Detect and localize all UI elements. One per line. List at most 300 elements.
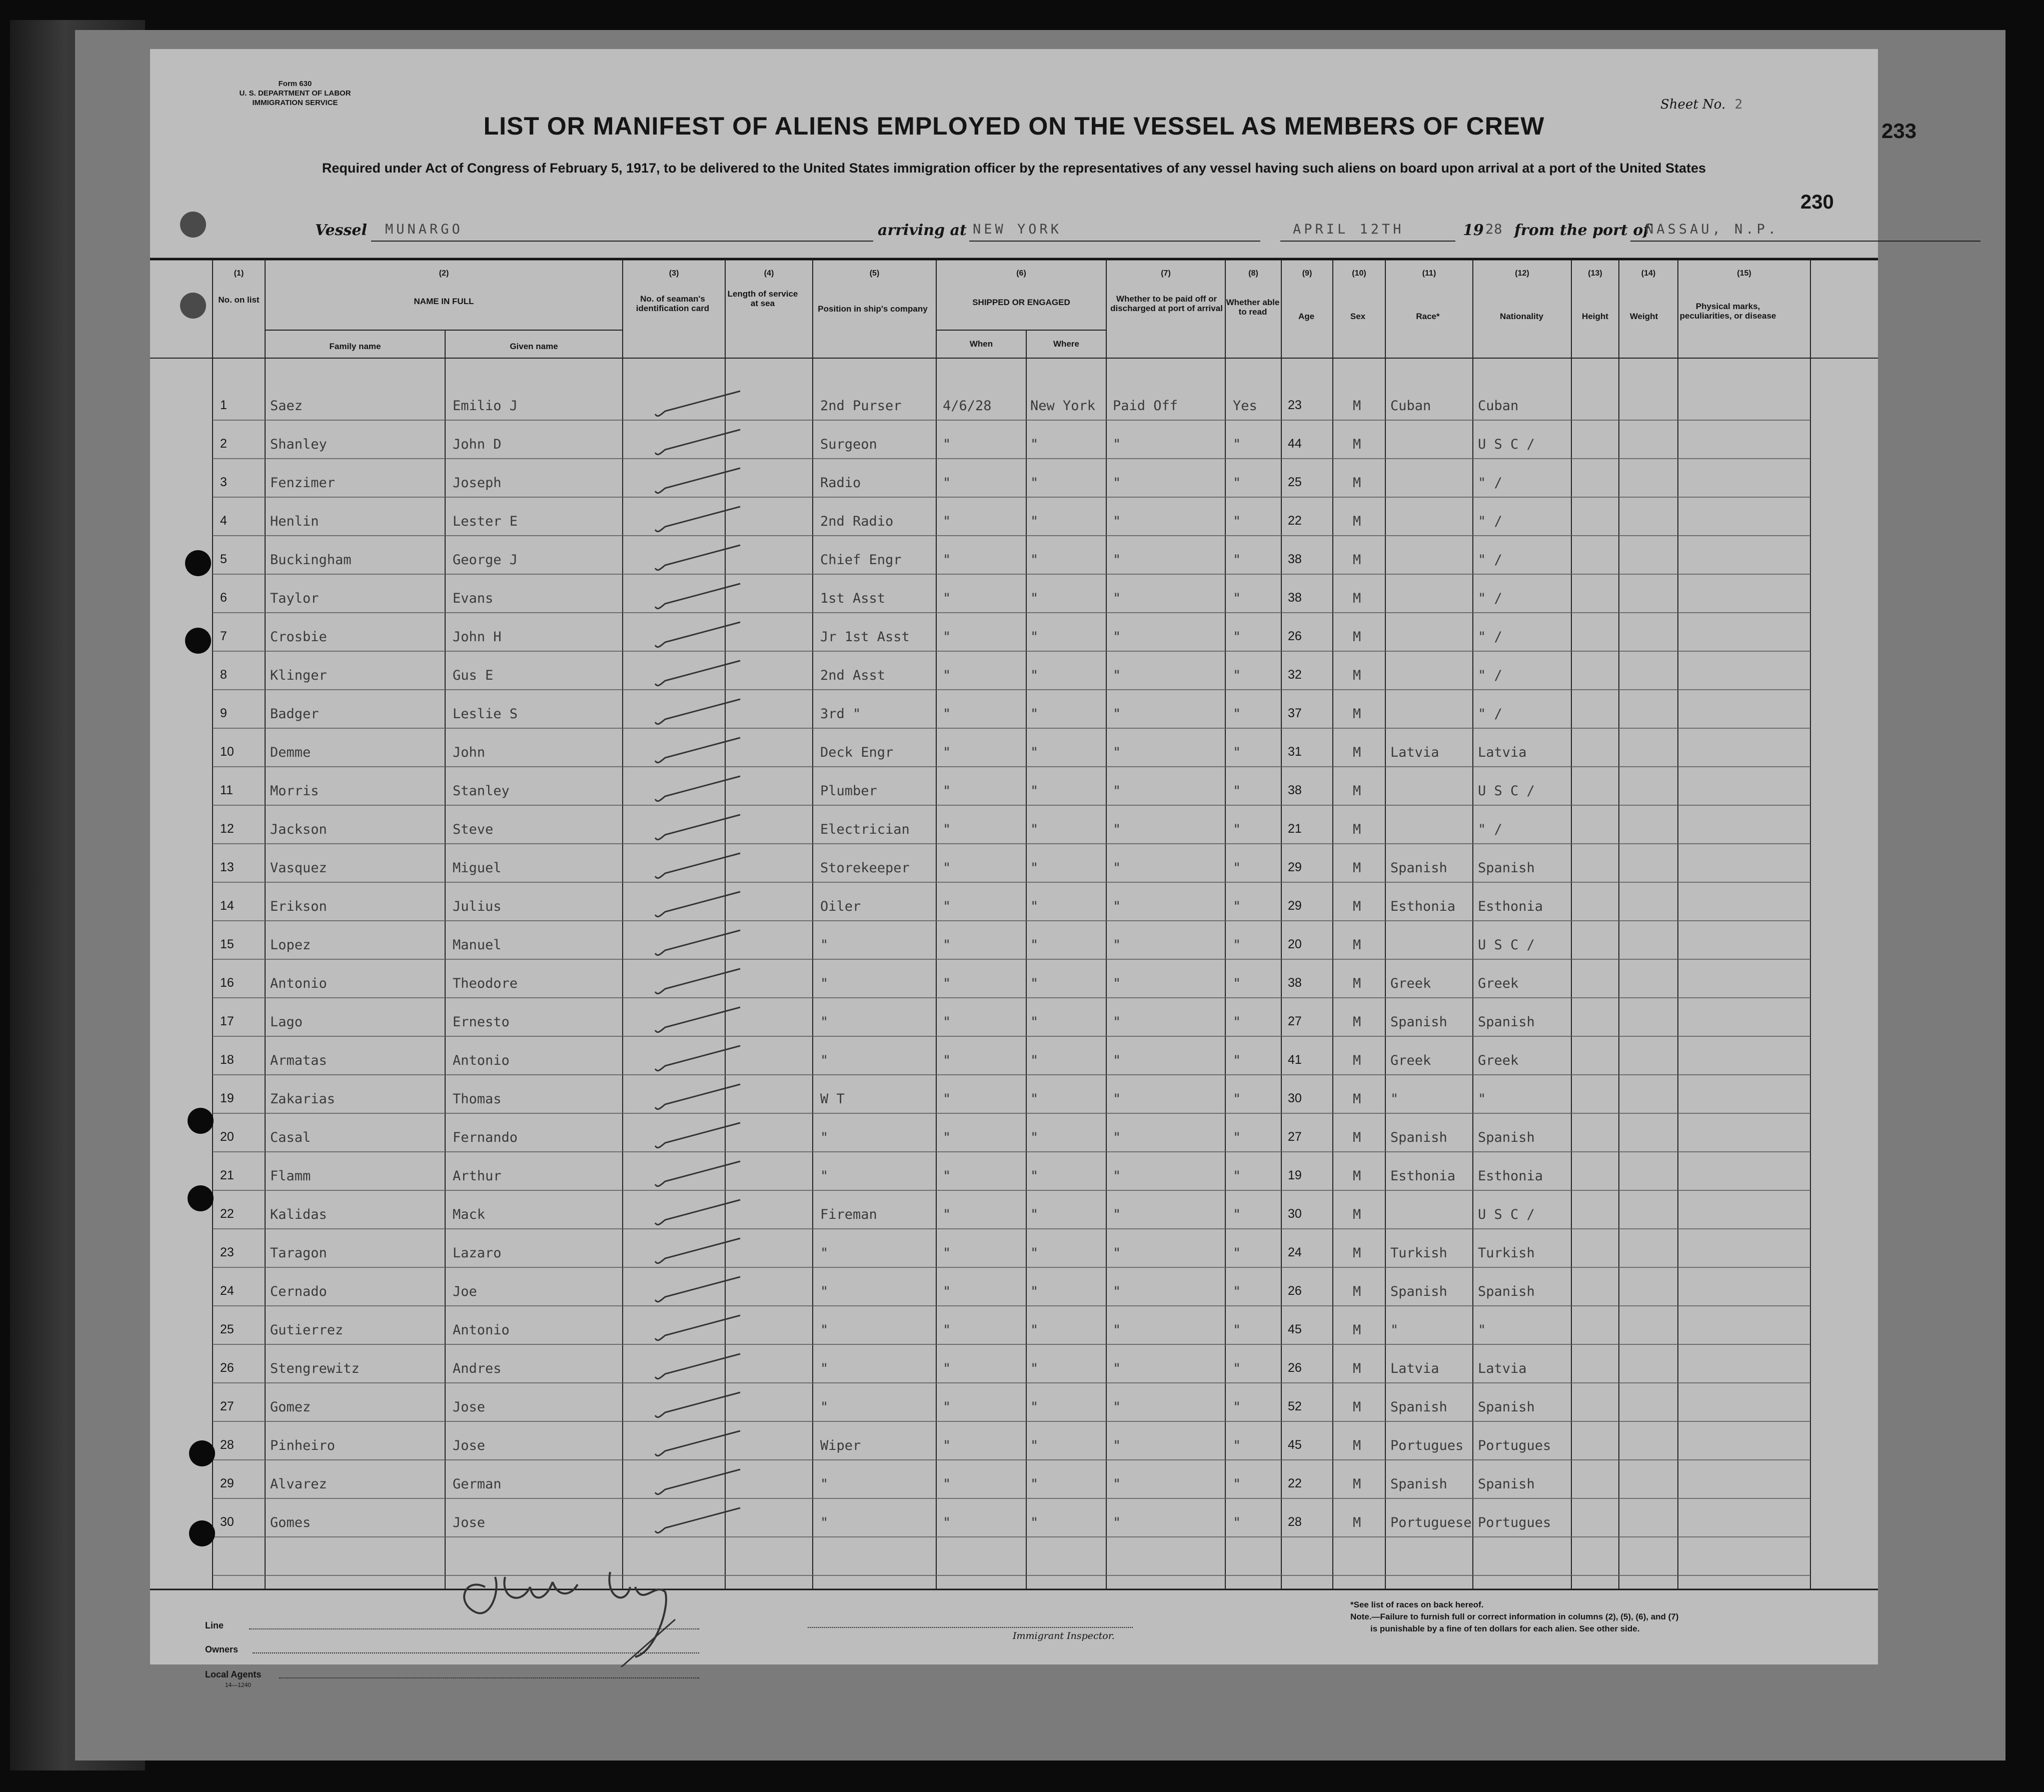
sex: M [1353, 398, 1361, 414]
check-mark-icon [650, 1159, 750, 1189]
paid-off: " [1113, 552, 1121, 568]
able-to-read: " [1233, 475, 1241, 491]
able-to-read: " [1233, 706, 1241, 722]
check-mark-icon [650, 890, 750, 920]
nationality: Cuban [1478, 398, 1519, 414]
position: " [820, 1361, 829, 1376]
sex: M [1353, 1053, 1361, 1068]
paid-off: " [1113, 783, 1121, 799]
sex: M [1353, 1399, 1361, 1415]
shipped-where: " [1030, 860, 1039, 876]
race: Esthonia [1390, 899, 1456, 914]
crew-no: 1 [220, 398, 227, 412]
able-to-read: " [1233, 1515, 1241, 1530]
header-id-card: No. of seaman's identification card [636, 294, 710, 313]
department-name: U. S. DEPARTMENT OF LABOR [239, 89, 351, 98]
shipped-where: " [1030, 475, 1039, 491]
header-race: Race* [1416, 312, 1440, 321]
crew-no: 10 [220, 745, 234, 759]
race: Spanish [1390, 1399, 1447, 1415]
nationality: Latvia [1478, 745, 1527, 760]
family-name: Demme [270, 745, 311, 760]
given-name: John D [453, 437, 502, 452]
header-sex: Sex [1350, 312, 1366, 321]
given-name: Miguel [453, 860, 502, 876]
nationality: Portugues [1478, 1438, 1551, 1453]
paid-off: " [1113, 1245, 1121, 1261]
paid-off: " [1113, 1168, 1121, 1184]
nationality: " / [1478, 668, 1502, 683]
crew-row [150, 884, 1878, 922]
shipped-when: " [943, 706, 951, 722]
column-number-label: (11) [1422, 269, 1436, 278]
crew-row [150, 614, 1878, 653]
note-penalty-line2: is punishable by a fine of ten dollars for each alien. See other side. [1370, 1624, 1640, 1633]
family-name: Crosbie [270, 629, 327, 645]
nationality: Greek [1478, 1053, 1519, 1068]
header-given-name: Given name [510, 342, 558, 351]
nationality: " / [1478, 591, 1502, 606]
crew-row [150, 1500, 1878, 1538]
page-stamp-number: 230 [1800, 191, 1834, 213]
position: " [820, 1168, 829, 1184]
position: " [820, 1284, 829, 1299]
shipped-when: " [943, 1515, 951, 1530]
shipped-when: " [943, 591, 951, 606]
race: Turkish [1390, 1245, 1447, 1261]
shipped-where: " [1030, 706, 1039, 722]
sex: M [1353, 899, 1361, 914]
paid-off: " [1113, 514, 1121, 529]
age: 26 [1288, 1361, 1302, 1375]
nationality: Spanish [1478, 1476, 1535, 1492]
shipped-where: " [1030, 1515, 1039, 1530]
shipped-where: New York [1030, 398, 1096, 414]
shipped-where: " [1030, 1399, 1039, 1415]
family-name: Zakarias [270, 1091, 336, 1107]
check-mark-icon [650, 1005, 750, 1035]
check-mark-icon [650, 620, 750, 650]
sex: M [1353, 1168, 1361, 1184]
crew-no: 29 [220, 1476, 234, 1490]
check-mark-icon [650, 736, 750, 766]
family-name: Badger [270, 706, 319, 722]
able-to-read: " [1233, 899, 1241, 914]
shipped-where: " [1030, 976, 1039, 991]
crew-row [150, 1115, 1878, 1153]
shipped-when: " [943, 668, 951, 683]
given-name: Jose [453, 1399, 486, 1415]
sex: M [1353, 1207, 1361, 1222]
arriving-port: NEW YORK [973, 222, 1062, 237]
position: " [820, 1476, 829, 1492]
position: 1st Asst [820, 591, 886, 606]
given-name: Emilio J [453, 398, 518, 414]
position: 2nd Asst [820, 668, 886, 683]
punch-hole [189, 1520, 215, 1546]
race: Latvia [1390, 1361, 1439, 1376]
sex: M [1353, 591, 1361, 606]
header-able-read: Whether able to read [1226, 298, 1280, 317]
shipped-when: 4/6/28 [943, 398, 992, 414]
sex: M [1353, 745, 1361, 760]
family-name: Armatas [270, 1053, 327, 1068]
shipped-when: " [943, 1284, 951, 1299]
age: 32 [1288, 668, 1302, 682]
header-family-name: Family name [329, 342, 381, 351]
crew-row [150, 730, 1878, 768]
check-mark-icon [650, 1121, 750, 1151]
position: 2nd Purser [820, 398, 902, 414]
sex: M [1353, 1476, 1361, 1492]
shipped-when: " [943, 552, 951, 568]
shipped-when: " [943, 1399, 951, 1415]
check-mark-icon [650, 774, 750, 804]
position: Deck Engr [820, 745, 894, 760]
paid-off: " [1113, 1284, 1121, 1299]
shipped-when: " [943, 437, 951, 452]
nationality: " / [1478, 552, 1502, 568]
nationality: " / [1478, 822, 1502, 837]
nationality: Portugues [1478, 1515, 1551, 1530]
given-name: Antonio [453, 1322, 510, 1338]
paid-off: " [1113, 1515, 1121, 1530]
sex: M [1353, 822, 1361, 837]
from-port-label: from the port of [1514, 222, 1650, 239]
nationality: Latvia [1478, 1361, 1527, 1376]
paid-off: " [1113, 1053, 1121, 1068]
sex: M [1353, 668, 1361, 683]
check-mark-icon [650, 1467, 750, 1497]
crew-row [150, 807, 1878, 845]
crew-row [150, 1076, 1878, 1115]
position: " [820, 1399, 829, 1415]
sex: M [1353, 552, 1361, 568]
given-name: Manuel [453, 937, 502, 953]
check-mark-icon [650, 1198, 750, 1228]
check-mark-icon [650, 697, 750, 727]
crew-no: 5 [220, 552, 227, 566]
able-to-read: " [1233, 1168, 1241, 1184]
race: " [1390, 1322, 1399, 1338]
age: 45 [1288, 1322, 1302, 1336]
column-number-label: (7) [1161, 269, 1171, 278]
given-name: German [453, 1476, 502, 1492]
paid-off: " [1113, 1399, 1121, 1415]
family-name: Jackson [270, 822, 327, 837]
race: Latvia [1390, 745, 1439, 760]
age: 38 [1288, 552, 1302, 566]
position: Radio [820, 475, 861, 491]
crew-no: 17 [220, 1014, 234, 1028]
punch-hole [189, 1440, 215, 1466]
position: Oiler [820, 899, 861, 914]
paid-off: " [1113, 1130, 1121, 1145]
check-mark-icon [650, 1236, 750, 1266]
age: 20 [1288, 937, 1302, 951]
given-name: John H [453, 629, 502, 645]
able-to-read: " [1233, 783, 1241, 799]
race: Portuguese [1390, 1515, 1472, 1530]
paid-off: " [1113, 937, 1121, 953]
paid-off: " [1113, 437, 1121, 452]
header-weight: Weight [1629, 312, 1658, 321]
crew-no: 20 [220, 1130, 234, 1144]
crew-no: 11 [220, 783, 233, 797]
race: Portugues [1390, 1438, 1464, 1453]
family-name: Taylor [270, 591, 319, 606]
family-name: Lopez [270, 937, 311, 953]
position: Plumber [820, 783, 877, 799]
nationality: " / [1478, 629, 1502, 645]
crew-row [150, 1153, 1878, 1192]
given-name: Steve [453, 822, 494, 837]
crew-no: 26 [220, 1361, 234, 1375]
age: 19 [1288, 1168, 1302, 1182]
able-to-read: " [1233, 860, 1241, 876]
given-name: Stanley [453, 783, 510, 799]
header-physical: Physical marks, peculiarities, or disease [1679, 302, 1776, 321]
year-suffix: 28 [1485, 222, 1503, 237]
race: Spanish [1390, 1476, 1447, 1492]
nationality: " [1478, 1091, 1486, 1107]
crew-row [150, 1192, 1878, 1230]
check-mark-icon [650, 1044, 750, 1074]
check-mark-icon [650, 389, 750, 419]
sex: M [1353, 976, 1361, 991]
check-mark-icon [650, 1275, 750, 1305]
manifest-sheet [150, 49, 1917, 1688]
able-to-read: " [1233, 1091, 1241, 1107]
given-name: Arthur [453, 1168, 502, 1184]
given-name: Gus E [453, 668, 494, 683]
able-to-read: " [1233, 976, 1241, 991]
family-name: Stengrewitz [270, 1361, 360, 1376]
family-name: Fenzimer [270, 475, 336, 491]
age: 29 [1288, 899, 1302, 913]
crew-no: 30 [220, 1515, 234, 1529]
given-name: John [453, 745, 486, 760]
punch-hole [185, 550, 211, 576]
check-mark-icon [650, 428, 750, 458]
family-name: Saez [270, 398, 303, 414]
able-to-read: " [1233, 629, 1241, 645]
crew-row [150, 1346, 1878, 1384]
able-to-read: " [1233, 1476, 1241, 1492]
document-subtitle: Required under Act of Congress of February 5, 1917, to be delivered to the United States immigration officer by the representatives of any vessel having such aliens on board upon arrival at a port of the United States [322, 161, 1706, 176]
crew-no: 23 [220, 1245, 234, 1259]
paid-off: " [1113, 1091, 1121, 1107]
age: 26 [1288, 629, 1302, 643]
paid-off: " [1113, 591, 1121, 606]
shipped-when: " [943, 629, 951, 645]
column-number-label: (2) [439, 269, 449, 278]
family-name: Antonio [270, 976, 327, 991]
shipped-where: " [1030, 1322, 1039, 1338]
given-name: Theodore [453, 976, 518, 991]
nationality: Spanish [1478, 1399, 1535, 1415]
crew-no: 27 [220, 1399, 234, 1413]
shipped-when: " [943, 1361, 951, 1376]
paid-off: " [1113, 629, 1121, 645]
shipped-where: " [1030, 899, 1039, 914]
shipped-where: " [1030, 552, 1039, 568]
age: 31 [1288, 745, 1302, 759]
nationality: Spanish [1478, 1284, 1535, 1299]
nationality: Turkish [1478, 1245, 1535, 1261]
nationality: " / [1478, 706, 1502, 722]
column-number-label: (9) [1302, 269, 1312, 278]
footer-line-label: Line [205, 1620, 224, 1630]
crew-row [150, 1461, 1878, 1500]
family-name: Pinheiro [270, 1438, 336, 1453]
given-name: Evans [453, 591, 494, 606]
nationality: " / [1478, 514, 1502, 529]
paid-off: " [1113, 475, 1121, 491]
race: Cuban [1390, 398, 1431, 414]
race: Esthonia [1390, 1168, 1456, 1184]
given-name: Joseph [453, 475, 502, 491]
paid-off: " [1113, 1476, 1121, 1492]
able-to-read: " [1233, 1322, 1241, 1338]
crew-row [150, 845, 1878, 884]
check-mark-icon [650, 967, 750, 997]
able-to-read: " [1233, 437, 1241, 452]
shipped-where: " [1030, 1284, 1039, 1299]
sex: M [1353, 1322, 1361, 1338]
crew-row [150, 537, 1878, 576]
given-name: Andres [453, 1361, 502, 1376]
nationality: U S C / [1478, 783, 1535, 799]
family-name: Klinger [270, 668, 327, 683]
column-number-label: (3) [669, 269, 679, 278]
able-to-read: " [1233, 1053, 1241, 1068]
crew-row [150, 922, 1878, 961]
footer-owners-label: Owners [205, 1644, 239, 1654]
family-name: Gutierrez [270, 1322, 344, 1338]
sex: M [1353, 1438, 1361, 1453]
crew-no: 25 [220, 1322, 234, 1336]
shipped-when: " [943, 514, 951, 529]
age: 29 [1288, 860, 1302, 874]
family-name: Flamm [270, 1168, 311, 1184]
sex: M [1353, 1091, 1361, 1107]
shipped-when: " [943, 1322, 951, 1338]
footer-agents-code: 14—1240 [225, 1681, 252, 1688]
check-mark-icon [650, 1313, 750, 1343]
given-name: Leslie S [453, 706, 518, 722]
check-mark-icon [650, 1429, 750, 1459]
punch-hole [188, 1108, 214, 1134]
family-name: Lago [270, 1014, 303, 1030]
shipped-where: " [1030, 591, 1039, 606]
sex: M [1353, 860, 1361, 876]
crew-row [150, 1423, 1878, 1461]
paid-off: " [1113, 706, 1121, 722]
able-to-read: " [1233, 552, 1241, 568]
able-to-read: " [1233, 1438, 1241, 1453]
able-to-read: " [1233, 1361, 1241, 1376]
header-when: When [969, 339, 993, 349]
shipped-where: " [1030, 1476, 1039, 1492]
position: " [820, 1130, 829, 1145]
note-penalty-line1: Note.—Failure to furnish full or correct information in columns (2), (5), (6), and (7) [1350, 1612, 1679, 1621]
check-mark-icon [650, 505, 750, 535]
given-name: Joe [453, 1284, 477, 1299]
shipped-where: " [1030, 629, 1039, 645]
family-name: Taragon [270, 1245, 327, 1261]
age: 38 [1288, 591, 1302, 605]
shipped-where: " [1030, 745, 1039, 760]
able-to-read: " [1233, 1207, 1241, 1222]
given-name: Ernesto [453, 1014, 510, 1030]
sex: M [1353, 937, 1361, 953]
paid-off: " [1113, 745, 1121, 760]
nationality: Esthonia [1478, 1168, 1543, 1184]
vessel-name: MUNARGO [385, 222, 463, 237]
crew-no: 3 [220, 475, 227, 489]
able-to-read: " [1233, 822, 1241, 837]
header-shipped: SHIPPED OR ENGAGED [972, 298, 1070, 307]
crew-row [150, 691, 1878, 730]
age: 38 [1288, 976, 1302, 990]
able-to-read: " [1233, 668, 1241, 683]
family-name: Erikson [270, 899, 327, 914]
crew-no: 8 [220, 668, 227, 682]
crew-row [150, 1269, 1878, 1307]
sex: M [1353, 629, 1361, 645]
able-to-read: " [1233, 937, 1241, 953]
sex: M [1353, 1130, 1361, 1145]
crew-row [150, 1384, 1878, 1423]
position: " [820, 1053, 829, 1068]
race: Greek [1390, 976, 1431, 991]
shipped-where: " [1030, 822, 1039, 837]
punch-hole [180, 293, 206, 319]
column-number-label: (14) [1641, 269, 1656, 278]
age: 25 [1288, 475, 1302, 489]
given-name: Fernando [453, 1130, 518, 1145]
paid-off: " [1113, 1322, 1121, 1338]
from-port: NASSAU, N.P. [1645, 222, 1779, 237]
crew-no: 2 [220, 437, 227, 451]
age: 24 [1288, 1245, 1302, 1259]
sex: M [1353, 1361, 1361, 1376]
able-to-read: " [1233, 1245, 1241, 1261]
paid-off: " [1113, 1014, 1121, 1030]
arriving-label: arriving at [878, 222, 967, 239]
header-height: Height [1582, 312, 1608, 321]
service-name: IMMIGRATION SERVICE [252, 99, 338, 107]
sex: M [1353, 706, 1361, 722]
header-age: Age [1298, 312, 1315, 321]
age: 22 [1288, 514, 1302, 528]
position: W T [820, 1091, 845, 1107]
shipped-when: " [943, 783, 951, 799]
age: 41 [1288, 1053, 1302, 1067]
shipped-when: " [943, 899, 951, 914]
shipped-when: " [943, 822, 951, 837]
age: 26 [1288, 1284, 1302, 1298]
crew-row [150, 576, 1878, 614]
column-number-label: (10) [1352, 269, 1366, 278]
family-name: Morris [270, 783, 319, 799]
able-to-read: " [1233, 1399, 1241, 1415]
crew-row [150, 768, 1878, 807]
column-number-label: (15) [1737, 269, 1751, 278]
able-to-read: " [1233, 745, 1241, 760]
header-no-on-list: No. on list [218, 295, 260, 305]
